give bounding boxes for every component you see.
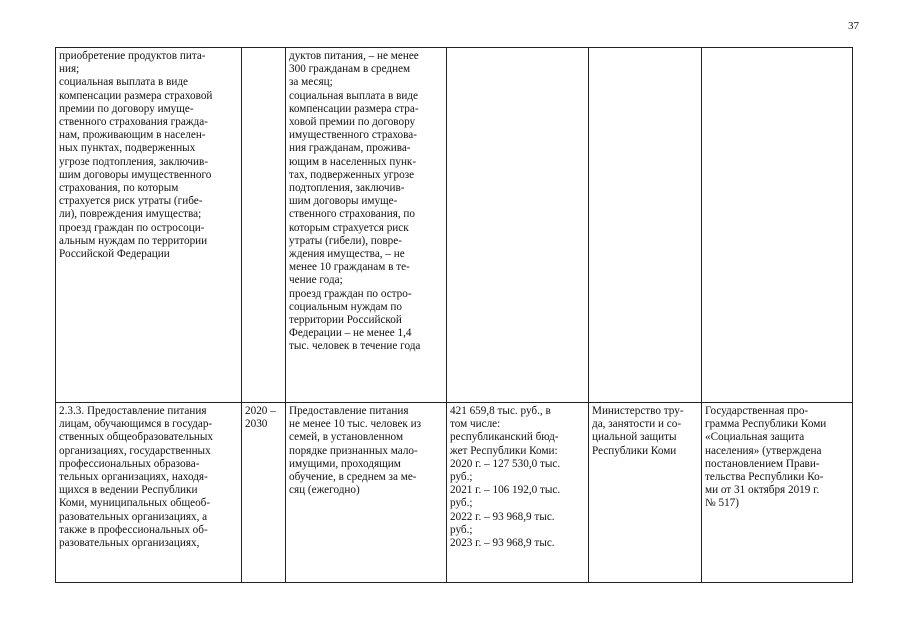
measure-cell: 2.3.3. Предоставление питания лицам, обучающимся в государ- ственных общеобразовательных организациях, государственных профессиональных образова- тельных организациях, находя- щихся в ведении Республики Коми, муниципальных общеоб- разовательных организациях, а также в профессиональных об- разовательных организациях, [56,403,242,583]
period-cell: 2020 – 2030 [242,403,286,583]
executor-cell: Министерство тру- да, занятости и со- циальной защиты Республики Коми [589,403,702,583]
program-cell: Государственная про- грамма Республики Коми «Социальная защита населения» (утверждена постановлением Прави- тельства Республики Ко- ми от 31 октября 2019 г. № 517) [702,403,853,583]
page-number: 37 [848,20,859,32]
result-cell: Предоставление питания не менее 10 тыс. человек из семей, в установленном порядке признанных мало- имущими, проходящим обучение, в среднем за ме- сяц (ежегодно) [286,403,447,583]
table-row [56,48,853,403]
period-cell [242,48,286,403]
program-cell [702,48,853,403]
executor-cell [589,48,702,403]
funding-cell: 421 659,8 тыс. руб., в том числе: республиканский бюд- жет Республики Коми: 2020 г. – 127 530,0 тыс. руб.; 2021 г. – 106 192,0 тыс. руб.; 2022 г. – 93 968,9 тыс. руб.; 2023 г. – 93 968,9 тыс. [447,403,589,583]
table-row [56,403,853,583]
measures-table [55,47,853,583]
measure-cell: приобретение продуктов пита- ния; социальная выплата в виде компенсации размера страховой премии по договору имуще- ственного страхования гражда- нам, проживающим в населен- ных пунктах, подверженных угрозе подтопления, заключив- шим договоры имущественного страхования, по которым страхуется риск утраты (гибе- ли), повреждения имущества; проезд граждан по остросоци- альным нуждам по территории Российской Федерации [56,48,242,403]
funding-cell [447,48,589,403]
result-cell: дуктов питания, – не менее 300 гражданам в среднем за месяц; социальная выплата в виде компенсации размера стра- ховой премии по договору имущественного страхова- ния гражданам, прожива- ющим в населенных пунк- тах, подверженных угрозе подтопления, заключив- шим договоры имуще- ственного страхования, по которым страхуется риск утраты (гибели), повре- ждения имущества, – не менее 10 гражданам в те- чение года; проезд граждан по остро- социальным нуждам по территории Российской Федерации – не менее 1,4 тыс. человек в течение года [286,48,447,403]
